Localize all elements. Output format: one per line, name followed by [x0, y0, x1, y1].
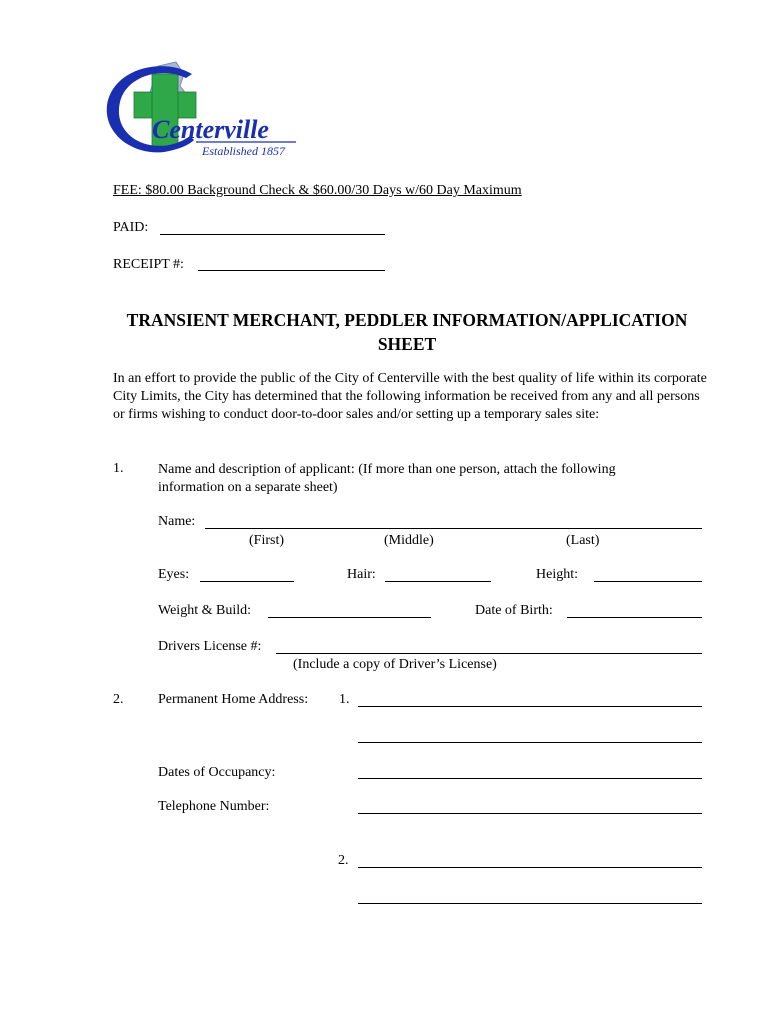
permanent-address-label: Permanent Home Address:: [158, 692, 309, 707]
weight-build-label: Weight & Build:: [158, 603, 251, 618]
first-name-caption: (First): [249, 533, 284, 548]
drivers-license-field[interactable]: [276, 653, 702, 654]
drivers-license-label: Drivers License #:: [158, 639, 262, 654]
hair-field[interactable]: [385, 581, 491, 582]
eyes-label: Eyes:: [158, 567, 190, 582]
dates-of-occupancy-label: Dates of Occupancy:: [158, 765, 276, 780]
logo-wordmark: Centerville: [152, 115, 269, 144]
eyes-field[interactable]: [200, 581, 294, 582]
height-label: Height:: [536, 567, 578, 582]
weight-build-field[interactable]: [268, 617, 431, 618]
dates-of-occupancy-1-field[interactable]: [358, 778, 702, 779]
paid-label: PAID:: [113, 220, 149, 235]
last-name-caption: (Last): [566, 533, 600, 548]
centerville-logo: [96, 52, 306, 162]
telephone-1-field[interactable]: [358, 813, 702, 814]
document-title: TRANSIENT MERCHANT, PEDDLER INFORMATION/APPLICATION SHEET: [126, 310, 688, 354]
receipt-label: RECEIPT #:: [113, 257, 184, 272]
section-1-text: Name and description of applicant: (If more than one person, attach the following information on a separate sheet): [158, 462, 616, 495]
height-field[interactable]: [594, 581, 702, 582]
section-2-number: 2.: [113, 692, 124, 707]
intro-paragraph: In an effort to provide the public of the City of Centerville with the best quality of life within its corporate City Limits, the City has determined that the following information be received from any and all persons or firms wishing to conduct door-to-door sales and/or setting up a temporary sales site:: [113, 371, 707, 422]
name-field[interactable]: [205, 528, 702, 529]
hair-label: Hair:: [347, 567, 376, 582]
address-2-line-2-field[interactable]: [358, 903, 702, 904]
address-2-line-1-field[interactable]: [358, 867, 702, 868]
name-label: Name:: [158, 514, 196, 529]
middle-name-caption: (Middle): [384, 533, 434, 548]
address-entry-1-number: 1.: [339, 692, 350, 707]
address-1-line-1-field[interactable]: [358, 706, 702, 707]
fee-text: FEE: $80.00 Background Check & $60.00/30 Days w/60 Day Maximum: [113, 183, 522, 198]
address-entry-2-number: 2.: [338, 853, 349, 868]
paid-field[interactable]: [160, 234, 385, 235]
date-of-birth-label: Date of Birth:: [475, 603, 553, 618]
address-1-line-2-field[interactable]: [358, 742, 702, 743]
receipt-field[interactable]: [198, 270, 385, 271]
drivers-license-note: (Include a copy of Driver’s License): [293, 657, 497, 672]
telephone-label: Telephone Number:: [158, 799, 270, 814]
logo-tagline: Established 1857: [202, 144, 285, 158]
date-of-birth-field[interactable]: [567, 617, 702, 618]
section-1-number: 1.: [113, 461, 124, 476]
